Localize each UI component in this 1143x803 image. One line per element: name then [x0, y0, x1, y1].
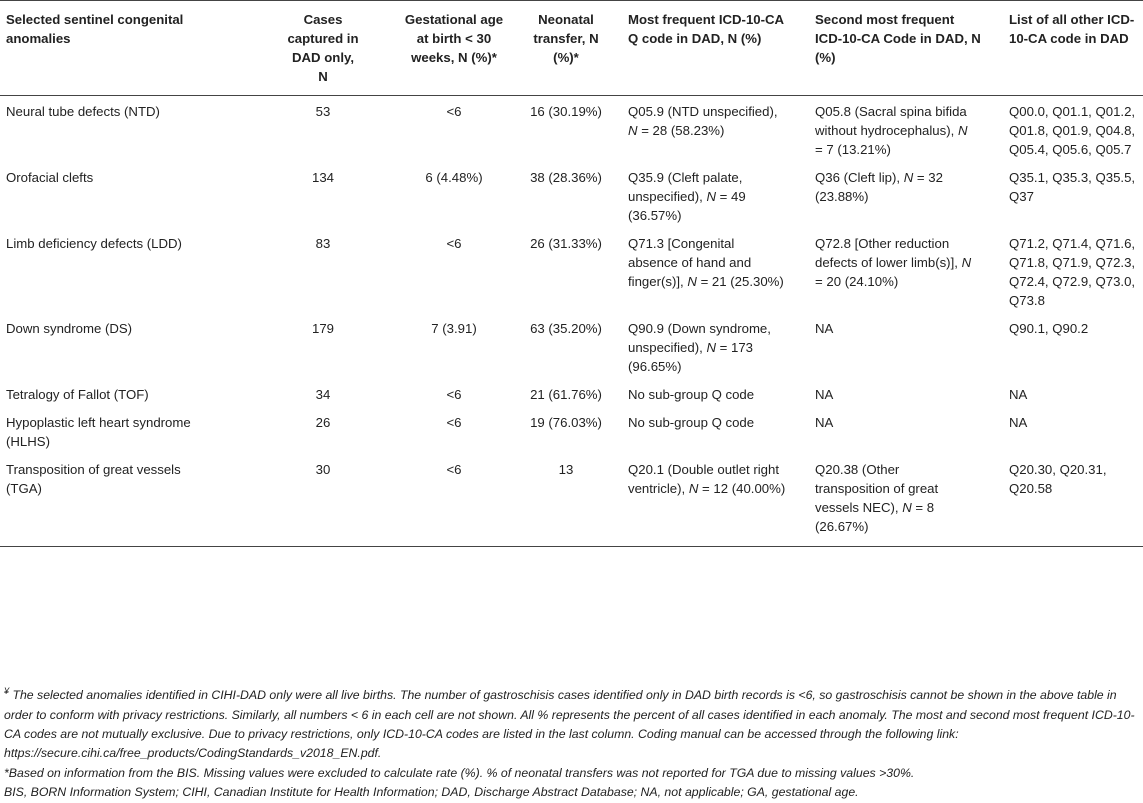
table-row [0, 454, 1143, 547]
gestational-age-cell: 7 (3.91) [431, 321, 477, 336]
table-row [0, 379, 1143, 407]
gestational-age-cell: 6 (4.48%) [425, 170, 483, 185]
second-frequent-code-text: Q05.8 (Sacral spina bifida without hydrocephalus), [815, 104, 967, 138]
other-codes-cell: Q35.1, Q35.3, Q35.5, Q37 [1009, 170, 1136, 204]
second-frequent-code-text: Q20.38 (Other transposition of great vessels NEC), [815, 462, 939, 515]
other-codes-cell: NA [1009, 415, 1028, 430]
most-frequent-code-text: Q35.9 (Cleft palate, unspecified), [628, 170, 743, 204]
most-frequent-code-cell [622, 162, 809, 228]
footnote-bis: *Based on information from the BIS. Missing values were excluded to calculate rate (%). % of neonatal transfers was not reported for TGA due to missing values >30%. [4, 765, 915, 780]
cases-cell: 179 [311, 321, 334, 336]
gestational-age-cell: <6 [446, 104, 462, 119]
most-frequent-code-cell [622, 407, 809, 454]
cases-cell: 26 [315, 415, 331, 430]
table-header-row [0, 1, 1143, 96]
header-gestational-age: Gestational age at birth < 30 weeks, N (%)* [398, 1, 510, 96]
anomaly-name-cell: Tetralogy of Fallot (TOF) [6, 387, 149, 402]
other-codes-cell: Q00.0, Q01.1, Q01.2, Q01.8, Q01.9, Q04.8, Q05.4, Q05.6, Q05.7 [1009, 104, 1136, 157]
cases-cell: 53 [315, 104, 331, 119]
most-frequent-code-text: Q90.9 (Down syndrome, unspecified), [628, 321, 771, 355]
second-frequent-code-text: NA [815, 321, 834, 336]
table-row [0, 228, 1143, 313]
header-most-frequent: Most frequent ICD-10-CA Q code in DAD, N (%) [622, 1, 809, 96]
cases-cell: 34 [315, 387, 331, 402]
table-row [0, 162, 1143, 228]
anomaly-name-cell: Down syndrome (DS) [6, 321, 133, 336]
neonatal-transfer-cell: 63 (35.20%) [530, 321, 602, 336]
second-frequent-code-cell [809, 162, 1003, 228]
table-row [0, 313, 1143, 379]
most-frequent-code-text: Q20.1 (Double outlet right ventricle), [628, 462, 780, 496]
anomaly-name-cell: Transposition of great vessels (TGA) [0, 454, 248, 547]
neonatal-transfer-cell: 38 (28.36%) [530, 170, 602, 185]
most-frequent-count: N = 21 (25.30%) [687, 274, 784, 289]
most-frequent-code-cell [622, 228, 809, 313]
other-codes-cell: NA [1009, 387, 1028, 402]
other-codes-cell: Q90.1, Q90.2 [1009, 321, 1089, 336]
footnote-abbreviations: BIS, BORN Information System; CIHI, Canadian Institute for Health Information; DAD, Discharge Abstract Database; NA, not applicable; GA, gestational age. [4, 785, 859, 800]
second-frequent-count: N = 8 (26.67%) [815, 500, 935, 534]
gestational-age-cell: <6 [446, 387, 462, 402]
other-codes-cell: Q71.2, Q71.4, Q71.6, Q71.8, Q71.9, Q72.3, Q72.4, Q72.9, Q73.0, Q73.8 [1009, 236, 1136, 308]
footnote-privacy-text: The selected anomalies identified in CIHI-DAD only were all live births. The number of gastroschisis cases identified only in DAD birth records is <6, so gastroschisis cannot be shown in the above table in order to conform with privacy restrictions. Similarly, all numbers < 6 in each cell are not shown. All % represents the percent of all cases identified in each anomaly. The most and second most frequent ICD-10-CA codes are not mutually exclusive. Due to privacy restrictions, only ICD-10-CA codes are listed in the last column. Coding manual can be accessed through the following link: https://secure.cihi.ca/free_products/CodingStandards_v2018_EN.pdf. [4, 688, 1135, 761]
second-frequent-code-text: NA [815, 387, 834, 402]
neonatal-transfer-cell: 21 (61.76%) [530, 387, 602, 402]
second-frequent-code-cell [809, 454, 1003, 547]
neonatal-transfer-cell: 19 (76.03%) [530, 415, 602, 430]
anomaly-name-cell: Hypoplastic left heart syndrome (HLHS) [6, 415, 191, 449]
neonatal-transfer-cell: 16 (30.19%) [530, 104, 602, 119]
most-frequent-code-cell [622, 96, 809, 163]
other-codes-cell: Q20.30, Q20.31, Q20.58 [1003, 454, 1143, 547]
header-neonatal-transfer: Neonatal transfer, N (%)* [510, 1, 622, 96]
second-frequent-code-cell [809, 96, 1003, 163]
most-frequent-count: N = 173 (96.65%) [628, 340, 754, 374]
footnote-privacy [4, 682, 1140, 764]
most-frequent-code-text: No sub-group Q code [628, 415, 755, 430]
second-frequent-count: N = 20 (24.10%) [815, 255, 972, 289]
anomaly-name-cell: Neural tube defects (NTD) [6, 104, 160, 119]
table-body [0, 96, 1143, 547]
second-frequent-count: N = 7 (13.21%) [815, 123, 968, 157]
second-frequent-code-cell [809, 379, 1003, 407]
second-frequent-code-text: Q72.8 [Other reduction defects of lower limb(s)], [815, 236, 958, 270]
second-frequent-code-cell [809, 407, 1003, 454]
cases-cell: 30 [248, 454, 398, 547]
table-footnotes [4, 682, 1140, 803]
second-frequent-code-text: NA [815, 415, 834, 430]
most-frequent-code-cell [622, 454, 809, 547]
anomaly-name-cell: Limb deficiency defects (LDD) [6, 236, 182, 251]
yen-footnote-marker: ¥ [4, 686, 10, 696]
cases-cell: 83 [315, 236, 331, 251]
neonatal-transfer-cell: 13 [510, 454, 622, 547]
most-frequent-code-text: Q05.9 (NTD unspecified), [628, 104, 778, 119]
header-cases: Cases captured in DAD only, N [248, 1, 398, 96]
most-frequent-count: N = 28 (58.23%) [628, 123, 725, 138]
header-anomaly: Selected sentinel congenital anomalies [0, 1, 248, 96]
most-frequent-code-text: No sub-group Q code [628, 387, 755, 402]
most-frequent-count: N = 49 (36.57%) [628, 189, 746, 223]
anomaly-name-cell: Orofacial clefts [6, 170, 94, 185]
most-frequent-code-cell [622, 313, 809, 379]
second-frequent-code-cell [809, 228, 1003, 313]
neonatal-transfer-cell: 26 (31.33%) [530, 236, 602, 251]
cases-cell: 134 [311, 170, 334, 185]
second-frequent-count: N = 32 (23.88%) [815, 170, 943, 204]
second-frequent-code-text: Q36 (Cleft lip), [815, 170, 901, 185]
gestational-age-cell: <6 [446, 236, 462, 251]
second-frequent-code-cell [809, 313, 1003, 379]
header-second-most-frequent: Second most frequent ICD-10-CA Code in DAD, N (%) [809, 1, 1003, 96]
gestational-age-cell: <6 [446, 415, 462, 430]
most-frequent-code-cell [622, 379, 809, 407]
header-other-codes: List of all other ICD-10-CA code in DAD [1003, 1, 1143, 96]
gestational-age-cell: <6 [398, 454, 510, 547]
table-row [0, 96, 1143, 163]
table-row [0, 407, 1143, 454]
most-frequent-code-text: Q71.3 [Congenital absence of hand and finger(s)], [628, 236, 752, 289]
most-frequent-count: N = 12 (40.00%) [688, 481, 786, 496]
